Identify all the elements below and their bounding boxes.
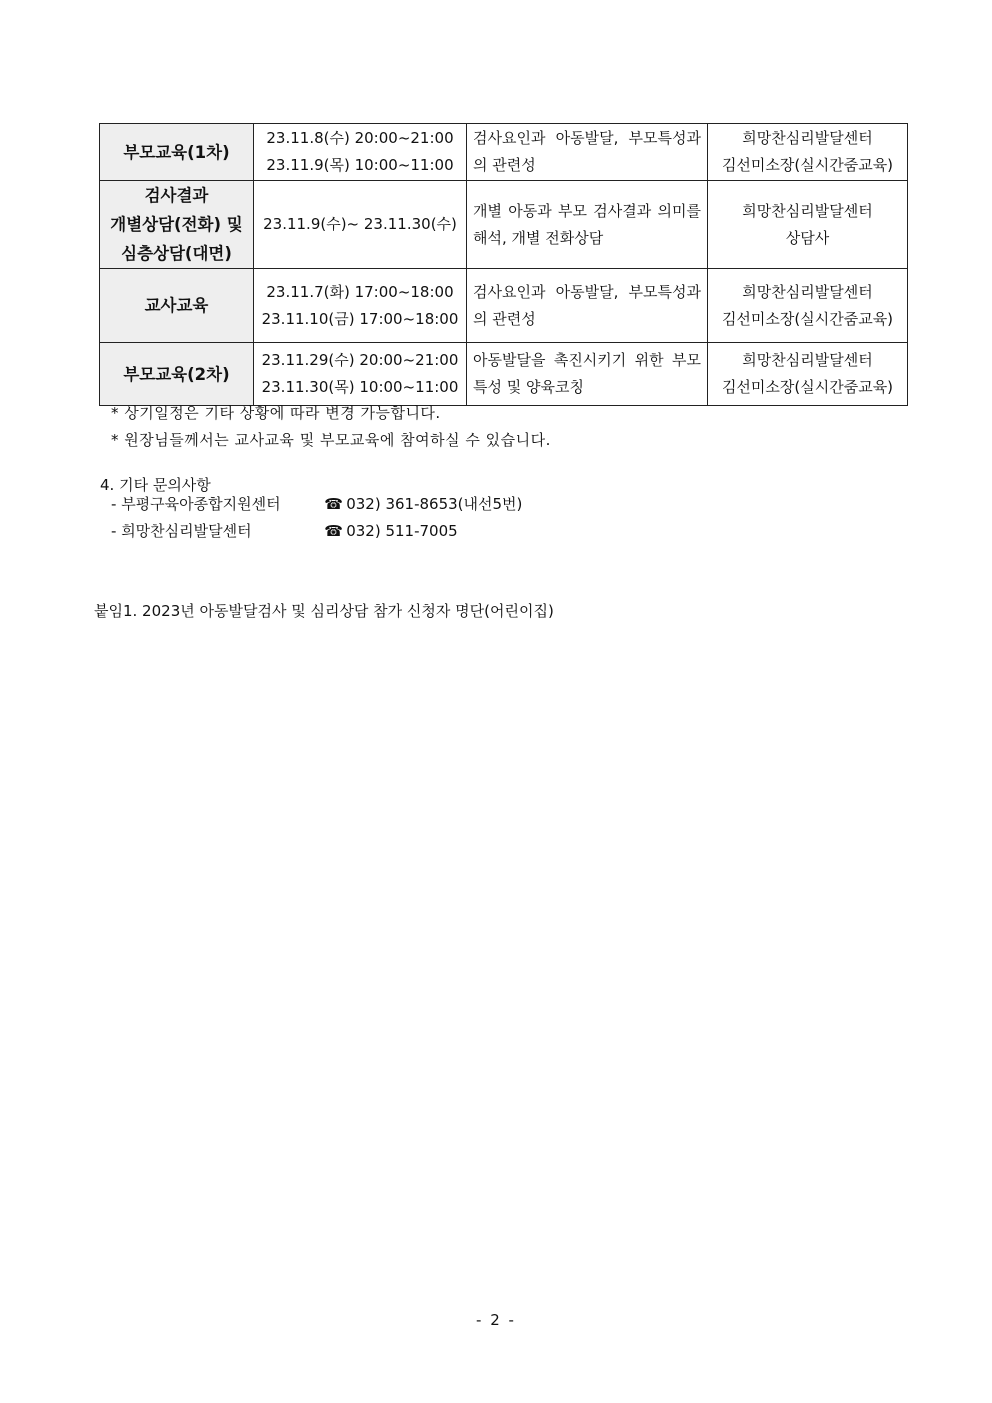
lecturer-line: 김선미소장(실시간줌교육) [721,156,894,174]
program-label: 부모교육(1차) [123,142,230,162]
lecturer-line: 희망찬심리발달센터 [742,282,873,301]
lecturer-line: 희망찬심리발달센터 [742,201,873,220]
attachment-line: 붙임1. 2023년 아동발달검사 및 심리상담 참가 신청자 명단(어린이집) [94,602,554,620]
contact-name: 희망찬심리발달센터 [121,522,252,540]
content-cell: 개별 아동과 부모 검사결과 의미를 해석, 개별 전화상담 [467,181,708,269]
table-row [100,124,908,181]
datetime-line: 23.11.10(금) 17:00~18:00 [261,309,459,328]
datetime-cell [254,343,467,406]
table-row [100,269,908,343]
page-number: - 2 - [476,1311,516,1329]
program-label: 부모교육(2차) [123,364,230,384]
table-row [100,343,908,406]
lecturer-line: 김선미소장(실시간줌교육) [721,378,894,396]
schedule-note: * 원장님들께서는 교사교육 및 부모교육에 참여하실 수 있습니다. [111,431,551,449]
program-cell [100,269,254,343]
lecturer-cell [708,343,908,406]
phone-icon: ☎ [324,495,343,513]
datetime-line: 23.11.8(수) 20:00~21:00 [266,129,454,147]
contact-phone: 032) 511-7005 [346,522,458,540]
datetime-cell [254,181,467,269]
contact-bullet: - [111,522,122,540]
program-label: 교사교육 [144,296,209,315]
table-row [100,181,908,269]
lecturer-line: 희망찬심리발달센터 [742,351,873,369]
program-label: 개별상담(전화) 및 [110,215,243,234]
datetime-line: 23.11.9(수)~ 23.11.30(수) [263,215,457,233]
lecturer-cell [708,181,908,269]
content-cell: 검사요인과 아동발달, 부모특성과의 관련성 [467,269,708,343]
datetime-cell [254,269,467,343]
content-cell: 아동발달을 촉진시키기 위한 부모특성 및 양육코칭 [467,343,708,406]
contact-row [111,493,522,514]
program-cell [100,181,254,269]
datetime-line: 23.11.29(수) 20:00~21:00 [261,351,459,369]
datetime-line: 23.11.30(목) 10:00~11:00 [261,378,459,396]
schedule-table [99,123,908,406]
datetime-line: 23.11.7(화) 17:00~18:00 [266,282,454,301]
contact-phone: 032) 361-8653(내선5번) [346,495,523,513]
schedule-note: * 상기일정은 기타 상황에 따라 변경 가능합니다. [111,404,441,422]
lecturer-cell [708,269,908,343]
program-cell [100,343,254,406]
program-label: 검사결과 [144,186,209,205]
section-title: 4. 기타 문의사항 [100,476,211,494]
datetime-cell [254,124,467,181]
lecturer-line: 희망찬심리발달센터 [742,129,873,147]
content-cell: 검사요인과 아동발달, 부모특성과의 관련성 [467,124,708,181]
lecturer-line: 상담사 [785,228,830,247]
phone-icon: ☎ [324,522,343,540]
contact-row [111,520,458,541]
datetime-line: 23.11.9(목) 10:00~11:00 [266,156,454,174]
program-cell [100,124,254,181]
contact-bullet: - [111,495,122,513]
lecturer-cell [708,124,908,181]
lecturer-line: 김선미소장(실시간줌교육) [721,309,894,328]
program-label: 심층상담(대면) [121,244,232,263]
contact-name: 부평구육아종합지원센터 [121,495,281,513]
